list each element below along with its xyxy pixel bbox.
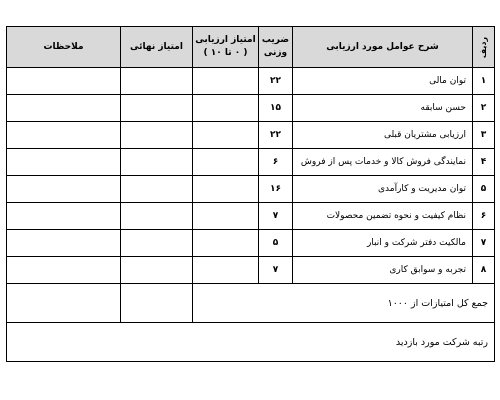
row-description: توان مالی [293,68,473,95]
row-weight: ۱۵ [259,95,293,122]
total-label: جمع کل امتیازات از ۱۰۰۰ [193,284,495,323]
row-weight: ۱۶ [259,176,293,203]
notes-cell[interactable] [7,203,121,230]
total-final-score-cell[interactable] [121,284,193,323]
score-cell[interactable] [193,68,259,95]
row-weight: ۷ [259,257,293,284]
notes-cell[interactable] [7,122,121,149]
table-row [7,149,495,176]
final-score-cell[interactable] [121,176,193,203]
evaluation-table [6,26,495,362]
row-description: تجربه و سوابق کاری [293,257,473,284]
notes-cell[interactable] [7,257,121,284]
rank-row [7,323,495,362]
table-row [7,95,495,122]
table-row [7,176,495,203]
rank-label: رتبه شرکت مورد بازدید [7,323,495,362]
row-index: ۲ [473,95,495,122]
header-index: ردیف [473,27,495,68]
score-cell[interactable] [193,176,259,203]
total-notes-cell[interactable] [7,284,121,323]
row-index: ۵ [473,176,495,203]
total-row [7,284,495,323]
final-score-cell[interactable] [121,68,193,95]
row-index: ۸ [473,257,495,284]
notes-cell[interactable] [7,230,121,257]
final-score-cell[interactable] [121,122,193,149]
table-row [7,230,495,257]
final-score-cell[interactable] [121,95,193,122]
header-description: شرح عوامل مورد ارزیابی [293,27,473,68]
row-weight: ۲۲ [259,122,293,149]
row-index: ۳ [473,122,495,149]
final-score-cell[interactable] [121,257,193,284]
row-description: توان مدیریت و کارآمدی [293,176,473,203]
header-weight: ضریب وزنی [259,27,293,68]
header-notes: ملاحظات [7,27,121,68]
row-index: ۴ [473,149,495,176]
row-weight: ۵ [259,230,293,257]
final-score-cell[interactable] [121,149,193,176]
row-weight: ۷ [259,203,293,230]
row-index: ۱ [473,68,495,95]
score-cell[interactable] [193,149,259,176]
final-score-cell[interactable] [121,203,193,230]
score-cell[interactable] [193,203,259,230]
notes-cell[interactable] [7,149,121,176]
row-description: نظام کیفیت و نحوه تضمین محصولات [293,203,473,230]
notes-cell[interactable] [7,95,121,122]
table-row [7,122,495,149]
score-cell[interactable] [193,95,259,122]
table-row [7,68,495,95]
row-description: مالکیت دفتر شرکت و انبار [293,230,473,257]
score-cell[interactable] [193,257,259,284]
final-score-cell[interactable] [121,230,193,257]
row-description: ارزیابی مشتریان قبلی [293,122,473,149]
score-cell[interactable] [193,230,259,257]
table-row [7,257,495,284]
row-index: ۶ [473,203,495,230]
table-row [7,203,495,230]
row-description: حسن سابقه [293,95,473,122]
row-index: ۷ [473,230,495,257]
notes-cell[interactable] [7,68,121,95]
row-weight: ۶ [259,149,293,176]
notes-cell[interactable] [7,176,121,203]
header-row [7,27,495,68]
row-weight: ۲۲ [259,68,293,95]
evaluation-form [6,26,494,362]
header-score: امتیاز ارزیابی ( ۰ تا ۱۰ ) [193,27,259,68]
score-cell[interactable] [193,122,259,149]
header-final-score: امتیاز نهائی [121,27,193,68]
row-description: نمایندگی فروش کالا و خدمات پس از فروش [293,149,473,176]
